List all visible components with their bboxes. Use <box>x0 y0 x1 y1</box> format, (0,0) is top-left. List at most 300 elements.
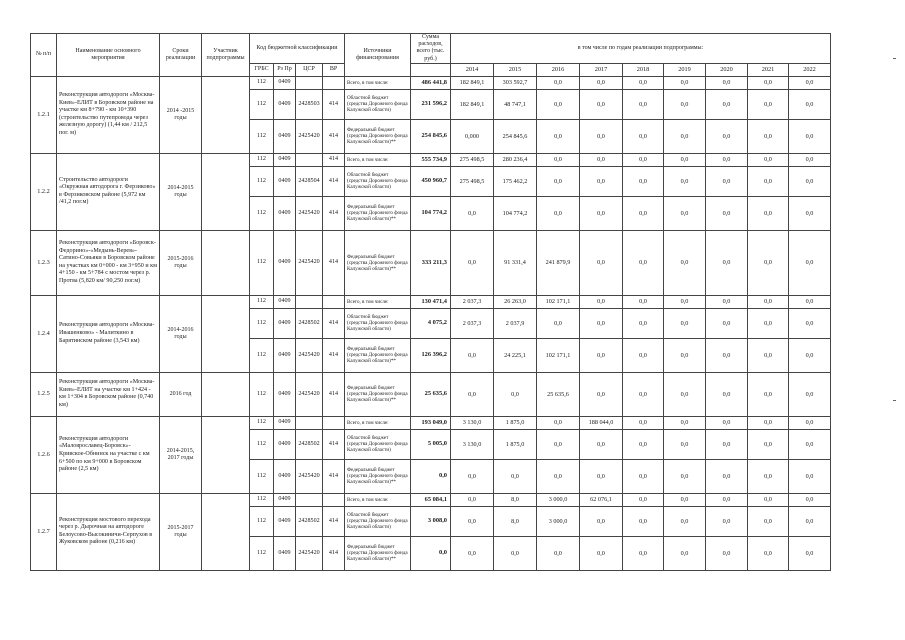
year-value-cell: 0,0 <box>789 372 831 416</box>
source-cell: Областной бюджет (средства Дорожного фонда Калужской области) <box>345 166 411 196</box>
year-value-cell: 0,0 <box>664 76 706 89</box>
year-value-cell: 0,0 <box>623 89 664 119</box>
year-2015: 2015 <box>494 63 537 76</box>
year-value-cell: 188 044,0 <box>580 416 623 429</box>
vr-cell: 414 <box>323 89 345 119</box>
item-name: Реконструкция автодороги «Москва-Ивашенково» - Малиткино в Барятинском районе (3,543 км) <box>57 295 160 372</box>
table-row <box>31 76 831 89</box>
vr-cell: 414 <box>323 308 345 338</box>
item-period: 2015-2016 годы <box>160 230 202 295</box>
csr-cell <box>296 416 323 429</box>
year-value-cell: 0,0 <box>789 338 831 372</box>
year-value-cell: 0,0 <box>580 230 623 295</box>
year-value-cell: 24 225,1 <box>494 338 537 372</box>
total-cell: 0,0 <box>411 536 451 570</box>
csr-cell: 2425420 <box>296 338 323 372</box>
rzpr-cell: 0409 <box>274 372 296 416</box>
year-value-cell: 0,0 <box>789 89 831 119</box>
year-value-cell: 0,0 <box>706 119 748 153</box>
item-participant <box>202 493 250 570</box>
grbs-cell: 112 <box>250 295 274 308</box>
total-cell: 25 635,6 <box>411 372 451 416</box>
csr-cell: 2428503 <box>296 89 323 119</box>
rzpr-cell: 0409 <box>274 536 296 570</box>
year-value-cell: 0,0 <box>494 372 537 416</box>
margin-mark <box>893 58 896 59</box>
vr-cell <box>323 295 345 308</box>
year-value-cell: 0,0 <box>706 338 748 372</box>
year-value-cell: 0,0 <box>706 196 748 230</box>
year-value-cell: 0,0 <box>451 536 494 570</box>
year-value-cell: 0,0 <box>623 459 664 493</box>
year-value-cell: 0,0 <box>494 459 537 493</box>
source-cell: Федеральный бюджет (средства Дорожного фонда Калужской области)** <box>345 536 411 570</box>
year-value-cell: 0,0 <box>537 89 580 119</box>
csr-cell: 2428502 <box>296 506 323 536</box>
year-value-cell: 0,0 <box>664 153 706 166</box>
item-name: Реконструкция автодороги «Москва-Киев»-ЕЛИТ на участке км 1+424 - км 1+304 в Боровском районе (0,740 км) <box>57 372 160 416</box>
table-row <box>31 295 831 308</box>
year-value-cell: 0,0 <box>623 153 664 166</box>
subheader-vr: ВР <box>323 63 345 76</box>
year-value-cell: 0,0 <box>748 153 789 166</box>
year-value-cell: 2 037,9 <box>494 308 537 338</box>
year-value-cell: 0,0 <box>664 459 706 493</box>
header-sources: Источники финансирования <box>345 34 411 77</box>
vr-cell: 414 <box>323 153 345 166</box>
item-period: 2015-2017 годы <box>160 493 202 570</box>
year-value-cell: 0,0 <box>748 308 789 338</box>
year-value-cell: 3 000,0 <box>537 493 580 506</box>
vr-cell <box>323 76 345 89</box>
source-cell: Федеральный бюджет (средства Дорожного фонда Калужской области)** <box>345 338 411 372</box>
rzpr-cell: 0409 <box>274 295 296 308</box>
year-value-cell: 0,0 <box>664 338 706 372</box>
year-value-cell: 0,0 <box>580 166 623 196</box>
year-value-cell: 0,0 <box>789 536 831 570</box>
total-cell: 0,0 <box>411 459 451 493</box>
year-value-cell: 0,0 <box>537 308 580 338</box>
item-participant <box>202 295 250 372</box>
year-value-cell: 175 462,2 <box>494 166 537 196</box>
total-cell: 555 734,9 <box>411 153 451 166</box>
item-name: Реконструкция мостового перехода через р. Дырочная на автодороге Белоусово-Высокиничи-Серпухов в Жуковском районе (0,216 км) <box>57 493 160 570</box>
table-row <box>31 153 831 166</box>
year-value-cell: 0,0 <box>706 89 748 119</box>
budget-table <box>30 33 831 571</box>
year-value-cell: 0,0 <box>664 166 706 196</box>
year-value-cell: 0,0 <box>748 416 789 429</box>
rzpr-cell: 0409 <box>274 416 296 429</box>
rzpr-cell: 0409 <box>274 153 296 166</box>
item-number: 1.2.7 <box>31 493 57 570</box>
grbs-cell: 112 <box>250 308 274 338</box>
rzpr-cell: 0409 <box>274 230 296 295</box>
vr-cell: 414 <box>323 338 345 372</box>
source-cell: Всего, в том числе: <box>345 493 411 506</box>
grbs-cell: 112 <box>250 196 274 230</box>
year-value-cell: 0,0 <box>748 295 789 308</box>
year-2017: 2017 <box>580 63 623 76</box>
rzpr-cell: 0409 <box>274 76 296 89</box>
total-cell: 130 471,4 <box>411 295 451 308</box>
year-value-cell: 2 037,3 <box>451 295 494 308</box>
year-value-cell: 0,0 <box>580 536 623 570</box>
year-value-cell: 241 879,9 <box>537 230 580 295</box>
item-number: 1.2.2 <box>31 153 57 230</box>
year-value-cell: 0,0 <box>537 536 580 570</box>
year-value-cell: 0,0 <box>748 493 789 506</box>
year-value-cell: 91 331,4 <box>494 230 537 295</box>
total-cell: 254 845,6 <box>411 119 451 153</box>
total-cell: 104 774,2 <box>411 196 451 230</box>
year-value-cell: 0,0 <box>664 416 706 429</box>
year-value-cell: 0,0 <box>623 493 664 506</box>
total-cell: 486 441,8 <box>411 76 451 89</box>
item-name: Строительство автодороги «Окружная автодорога г. Ферзиково» в Ферзиковском районе (5,972 км /41,2 пог.м) <box>57 153 160 230</box>
year-value-cell: 0,0 <box>580 89 623 119</box>
year-value-cell: 0,0 <box>789 506 831 536</box>
year-2021: 2021 <box>748 63 789 76</box>
year-value-cell: 0,0 <box>748 166 789 196</box>
year-value-cell: 104 774,2 <box>494 196 537 230</box>
rzpr-cell: 0409 <box>274 493 296 506</box>
year-value-cell: 0,0 <box>623 416 664 429</box>
year-value-cell: 0,0 <box>789 76 831 89</box>
subheader-csr: ЦСР <box>296 63 323 76</box>
item-number: 1.2.6 <box>31 416 57 493</box>
total-cell: 65 084,1 <box>411 493 451 506</box>
source-cell: Всего, в том числе: <box>345 76 411 89</box>
grbs-cell: 112 <box>250 416 274 429</box>
year-value-cell: 0,0 <box>706 536 748 570</box>
year-2016: 2016 <box>537 63 580 76</box>
csr-cell: 2425420 <box>296 230 323 295</box>
year-value-cell: 0,0 <box>664 230 706 295</box>
csr-cell: 2428504 <box>296 166 323 196</box>
item-participant <box>202 416 250 493</box>
year-value-cell: 0,0 <box>706 76 748 89</box>
year-value-cell: 0,0 <box>537 166 580 196</box>
year-value-cell: 275 498,5 <box>451 153 494 166</box>
year-value-cell: 0,0 <box>451 230 494 295</box>
subheader-rzpr: Рз Пр <box>274 63 296 76</box>
rzpr-cell: 0409 <box>274 459 296 493</box>
year-value-cell: 0,0 <box>451 493 494 506</box>
year-value-cell: 0,0 <box>537 416 580 429</box>
year-value-cell: 254 845,6 <box>494 119 537 153</box>
source-cell: Всего, в том числе: <box>345 153 411 166</box>
year-value-cell: 0,0 <box>664 89 706 119</box>
source-cell: Всего, в том числе: <box>345 416 411 429</box>
rzpr-cell: 0409 <box>274 166 296 196</box>
item-period: 2014-2015, 2017 годы <box>160 416 202 493</box>
year-value-cell: 0,0 <box>580 153 623 166</box>
csr-cell: 2425420 <box>296 119 323 153</box>
year-value-cell: 0,0 <box>706 230 748 295</box>
year-value-cell: 0,0 <box>706 295 748 308</box>
year-value-cell: 0,0 <box>580 506 623 536</box>
year-value-cell: 0,0 <box>537 119 580 153</box>
year-value-cell: 0,0 <box>706 308 748 338</box>
margin-mark <box>893 400 896 401</box>
total-cell: 126 396,2 <box>411 338 451 372</box>
item-period: 2014-2016 годы <box>160 295 202 372</box>
year-value-cell: 0,0 <box>580 76 623 89</box>
year-value-cell: 102 171,1 <box>537 295 580 308</box>
total-cell: 4 075,2 <box>411 308 451 338</box>
source-cell: Федеральный бюджет (средства Дорожного фонда Калужской области)** <box>345 230 411 295</box>
vr-cell <box>323 416 345 429</box>
year-value-cell: 0,0 <box>580 119 623 153</box>
year-value-cell: 0,0 <box>789 295 831 308</box>
csr-cell <box>296 153 323 166</box>
year-value-cell: 0,0 <box>623 119 664 153</box>
year-value-cell: 48 747,1 <box>494 89 537 119</box>
item-period: 2014 -2015 годы <box>160 76 202 153</box>
year-value-cell: 8,0 <box>494 493 537 506</box>
year-value-cell: 275 498,5 <box>451 166 494 196</box>
year-value-cell: 0,0 <box>789 493 831 506</box>
year-value-cell: 182 849,1 <box>451 89 494 119</box>
item-number: 1.2.5 <box>31 372 57 416</box>
vr-cell: 414 <box>323 119 345 153</box>
year-value-cell: 0,0 <box>623 76 664 89</box>
csr-cell: 2425420 <box>296 459 323 493</box>
year-value-cell: 0,0 <box>789 429 831 459</box>
csr-cell: 2425420 <box>296 196 323 230</box>
year-value-cell: 0,0 <box>664 119 706 153</box>
source-cell: Федеральный бюджет (средства Дорожного фонда Калужской области)** <box>345 459 411 493</box>
year-value-cell: 280 236,4 <box>494 153 537 166</box>
year-value-cell: 3 130,0 <box>451 416 494 429</box>
year-value-cell: 0,0 <box>664 308 706 338</box>
csr-cell: 2425420 <box>296 372 323 416</box>
year-value-cell: 0,0 <box>706 166 748 196</box>
vr-cell: 414 <box>323 196 345 230</box>
source-cell: Областной бюджет (средства Дорожного фонда Калужской области) <box>345 308 411 338</box>
year-value-cell: 0,0 <box>748 372 789 416</box>
year-value-cell: 0,0 <box>664 372 706 416</box>
year-value-cell: 0,0 <box>580 459 623 493</box>
item-participant <box>202 230 250 295</box>
year-value-cell: 0,0 <box>748 459 789 493</box>
year-value-cell: 26 263,0 <box>494 295 537 308</box>
year-value-cell: 3 000,0 <box>537 506 580 536</box>
year-value-cell: 2 037,3 <box>451 308 494 338</box>
year-value-cell: 0,0 <box>664 429 706 459</box>
grbs-cell: 112 <box>250 338 274 372</box>
year-value-cell: 0,0 <box>664 196 706 230</box>
item-period: 2014-2015 годы <box>160 153 202 230</box>
year-value-cell: 0,0 <box>580 338 623 372</box>
year-value-cell: 0,0 <box>748 119 789 153</box>
year-value-cell: 0,0 <box>451 338 494 372</box>
vr-cell: 414 <box>323 459 345 493</box>
source-cell: Областной бюджет (средства Дорожного фонда Калужской области) <box>345 429 411 459</box>
item-number: 1.2.3 <box>31 230 57 295</box>
year-value-cell: 0,0 <box>706 459 748 493</box>
year-value-cell: 0,0 <box>706 506 748 536</box>
header-period: Сроки реализации <box>160 34 202 77</box>
item-number: 1.2.1 <box>31 76 57 153</box>
year-value-cell: 0,0 <box>664 506 706 536</box>
csr-cell <box>296 76 323 89</box>
year-value-cell: 0,0 <box>748 338 789 372</box>
year-value-cell: 0,0 <box>706 416 748 429</box>
grbs-cell: 112 <box>250 506 274 536</box>
grbs-cell: 112 <box>250 76 274 89</box>
year-value-cell: 0,0 <box>706 429 748 459</box>
rzpr-cell: 0409 <box>274 119 296 153</box>
year-value-cell: 303 592,7 <box>494 76 537 89</box>
source-cell: Областной бюджет (средства Дорожного фонда Калужской области) <box>345 89 411 119</box>
year-value-cell: 0,0 <box>706 493 748 506</box>
grbs-cell: 112 <box>250 89 274 119</box>
header-sum: Сумма расходов, всего (тыс. руб.) <box>411 34 451 64</box>
total-cell: 5 005,0 <box>411 429 451 459</box>
header-row <box>31 34 831 64</box>
vr-cell: 414 <box>323 506 345 536</box>
item-name: Реконструкция автодороги «Москва-Киев»-ЕЛИТ в Боровском районе на участке км 8+790 - км 10+390 (строительство путепровода через железную дорогу) (1,44 км / 212,5 пог. м) <box>57 76 160 153</box>
table-row <box>31 230 831 295</box>
csr-cell <box>296 295 323 308</box>
year-value-cell: 0,0 <box>623 196 664 230</box>
year-value-cell: 0,0 <box>789 459 831 493</box>
rzpr-cell: 0409 <box>274 196 296 230</box>
subheader-grbs: ГРБС <box>250 63 274 76</box>
vr-cell: 414 <box>323 230 345 295</box>
year-2018: 2018 <box>623 63 664 76</box>
year-value-cell: 3 130,0 <box>451 429 494 459</box>
total-cell: 450 960,7 <box>411 166 451 196</box>
year-value-cell: 0,000 <box>451 119 494 153</box>
year-value-cell: 0,0 <box>789 230 831 295</box>
year-value-cell: 0,0 <box>537 429 580 459</box>
grbs-cell: 112 <box>250 153 274 166</box>
header-budget-code: Код бюджетной классификации <box>250 34 345 64</box>
year-value-cell: 8,0 <box>494 506 537 536</box>
year-value-cell: 1 875,0 <box>494 429 537 459</box>
item-name: Реконструкция автодороги «Боровск-Федорино»-«Медынь-Верея»-Сатино-Совьяки в Боровском районе на участках км 0+000 - км 3+950 и км 4+150 - км 5+784 с мостом через р. Протва (5,820 км/ 90,250 пог.м) <box>57 230 160 295</box>
year-value-cell: 0,0 <box>664 295 706 308</box>
year-value-cell: 0,0 <box>451 196 494 230</box>
total-cell: 193 049,0 <box>411 416 451 429</box>
csr-cell: 2425420 <box>296 536 323 570</box>
year-value-cell: 0,0 <box>580 196 623 230</box>
year-value-cell: 0,0 <box>748 429 789 459</box>
rzpr-cell: 0409 <box>274 89 296 119</box>
year-value-cell: 25 635,6 <box>537 372 580 416</box>
csr-cell: 2428502 <box>296 429 323 459</box>
total-cell: 333 211,3 <box>411 230 451 295</box>
item-participant <box>202 153 250 230</box>
rzpr-cell: 0409 <box>274 429 296 459</box>
subheader-sum-empty <box>411 63 451 76</box>
year-value-cell: 0,0 <box>623 506 664 536</box>
rzpr-cell: 0409 <box>274 338 296 372</box>
year-value-cell: 0,0 <box>580 372 623 416</box>
vr-cell: 414 <box>323 536 345 570</box>
grbs-cell: 112 <box>250 372 274 416</box>
year-value-cell: 0,0 <box>451 506 494 536</box>
csr-cell <box>296 493 323 506</box>
year-value-cell: 1 875,0 <box>494 416 537 429</box>
year-value-cell: 0,0 <box>494 536 537 570</box>
year-value-cell: 0,0 <box>789 166 831 196</box>
grbs-cell: 112 <box>250 119 274 153</box>
year-value-cell: 0,0 <box>789 416 831 429</box>
header-by-years: в том числе по годам реализации подпрограммы: <box>451 34 831 64</box>
year-value-cell: 0,0 <box>623 429 664 459</box>
year-value-cell: 0,0 <box>623 308 664 338</box>
year-value-cell: 0,0 <box>748 506 789 536</box>
year-value-cell: 0,0 <box>623 166 664 196</box>
year-value-cell: 0,0 <box>623 230 664 295</box>
year-value-cell: 0,0 <box>451 372 494 416</box>
vr-cell <box>323 493 345 506</box>
year-value-cell: 0,0 <box>748 76 789 89</box>
grbs-cell: 112 <box>250 230 274 295</box>
year-value-cell: 0,0 <box>789 308 831 338</box>
year-value-cell: 0,0 <box>748 89 789 119</box>
grbs-cell: 112 <box>250 493 274 506</box>
grbs-cell: 112 <box>250 536 274 570</box>
year-value-cell: 0,0 <box>789 119 831 153</box>
year-2022: 2022 <box>789 63 831 76</box>
source-cell: Федеральный бюджет (средства Дорожного фонда Калужской области)** <box>345 372 411 416</box>
source-cell: Областной бюджет (средства Дорожного фонда Калужской области) <box>345 506 411 536</box>
year-value-cell: 182 849,1 <box>451 76 494 89</box>
year-value-cell: 0,0 <box>623 295 664 308</box>
year-value-cell: 0,0 <box>537 153 580 166</box>
total-cell: 231 596,2 <box>411 89 451 119</box>
year-value-cell: 0,0 <box>706 372 748 416</box>
year-value-cell: 102 171,1 <box>537 338 580 372</box>
year-value-cell: 0,0 <box>789 196 831 230</box>
year-2014: 2014 <box>451 63 494 76</box>
year-value-cell: 0,0 <box>623 536 664 570</box>
year-value-cell: 0,0 <box>748 230 789 295</box>
table-row <box>31 372 831 416</box>
total-cell: 3 008,0 <box>411 506 451 536</box>
csr-cell: 2428502 <box>296 308 323 338</box>
header-num: № п/п <box>31 34 57 77</box>
source-cell: Федеральный бюджет (средства Дорожного фонда Калужской области)** <box>345 196 411 230</box>
table-row <box>31 493 831 506</box>
year-value-cell: 0,0 <box>537 196 580 230</box>
year-value-cell: 0,0 <box>664 493 706 506</box>
grbs-cell: 112 <box>250 429 274 459</box>
year-value-cell: 0,0 <box>580 295 623 308</box>
rzpr-cell: 0409 <box>274 506 296 536</box>
year-value-cell: 0,0 <box>580 429 623 459</box>
year-value-cell: 0,0 <box>580 308 623 338</box>
source-cell: Федеральный бюджет (средства Дорожного фонда Калужской области)** <box>345 119 411 153</box>
year-value-cell: 0,0 <box>789 153 831 166</box>
table-row <box>31 416 831 429</box>
year-value-cell: 0,0 <box>537 459 580 493</box>
item-participant <box>202 372 250 416</box>
year-value-cell: 0,0 <box>664 536 706 570</box>
item-period: 2016 год <box>160 372 202 416</box>
budget-table-document <box>30 33 831 571</box>
year-value-cell: 0,0 <box>623 372 664 416</box>
vr-cell: 414 <box>323 166 345 196</box>
item-number: 1.2.4 <box>31 295 57 372</box>
year-value-cell: 0,0 <box>706 153 748 166</box>
header-name: Наименование основного мероприятия <box>57 34 160 77</box>
